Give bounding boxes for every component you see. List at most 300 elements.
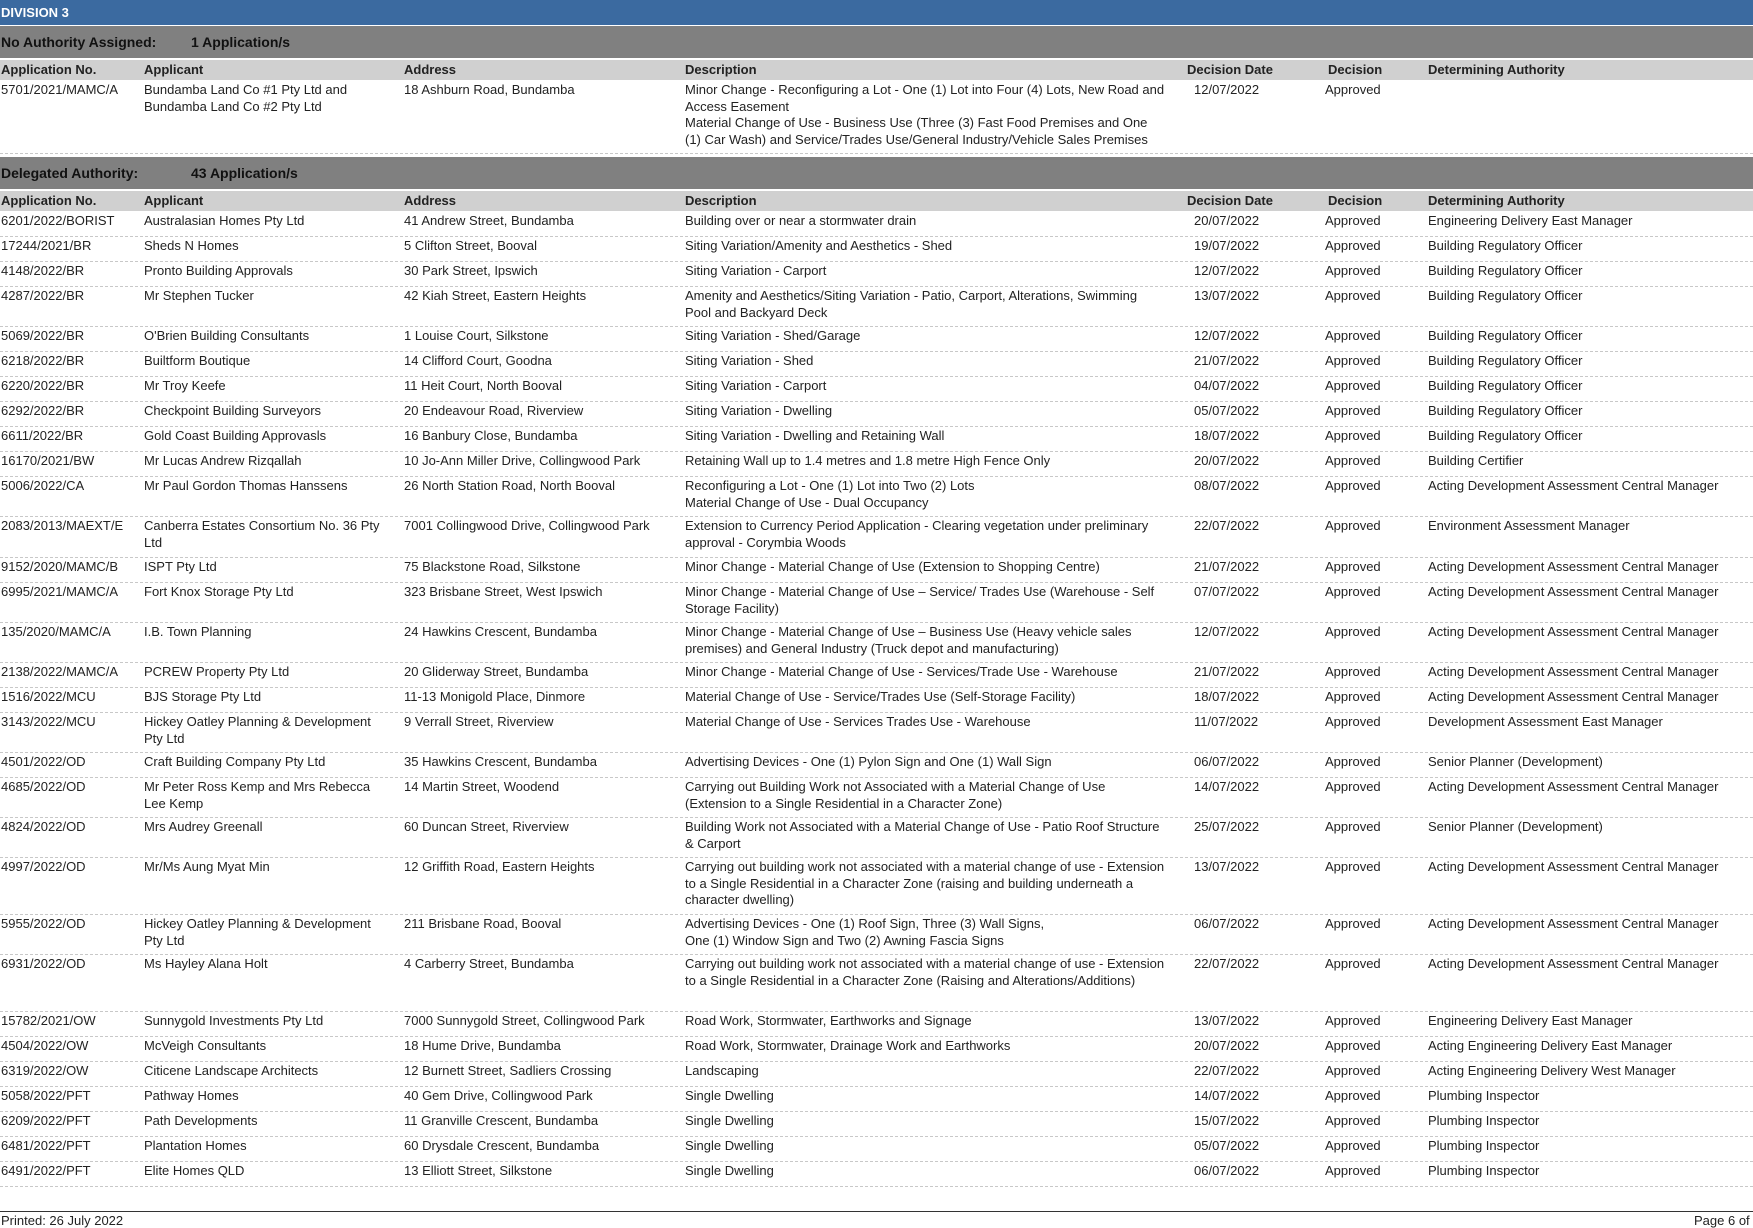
row-decision-date: 18/07/2022 <box>1194 428 1260 443</box>
description-line: Siting Variation - Shed/Garage <box>685 328 861 343</box>
row-app-no: 15782/2021/OW <box>1 1013 96 1028</box>
row-address: 42 Kiah Street, Eastern Heights <box>404 288 587 303</box>
row-applicant: Builtform Boutique <box>144 353 251 368</box>
description-line: Material Change of Use - Dual Occupancy <box>685 494 929 510</box>
row-address: 30 Park Street, Ipswich <box>404 263 538 278</box>
row-applicant: Sheds N Homes <box>144 238 239 253</box>
table-row <box>0 327 1753 352</box>
row-description <box>685 1163 1165 1180</box>
table-row <box>0 915 1753 955</box>
row-description <box>685 82 1165 148</box>
col-applicant: Applicant <box>144 62 204 77</box>
description-line: Retaining Wall up to 1.4 metres and 1.8 metre High Fence Only <box>685 453 1051 468</box>
row-applicant: Bundamba Land Co #1 Pty Ltd and Bundamba Land Co #2 Pty Ltd <box>144 82 348 114</box>
row-decision-date: 06/07/2022 <box>1194 754 1260 769</box>
row-address: 11-13 Monigold Place, Dinmore <box>404 689 586 704</box>
page-number: Page 6 of <box>1694 1213 1750 1228</box>
description-line: Material Change of Use - Service/Trades Use (Self-Storage Facility) <box>685 689 1076 704</box>
description-line: Single Dwelling <box>685 1088 774 1103</box>
row-decision: Approved <box>1325 378 1381 393</box>
row-decision: Approved <box>1325 689 1381 704</box>
row-decision-date: 20/07/2022 <box>1194 213 1260 228</box>
group-count: 43 Application/s <box>191 165 298 181</box>
row-applicant: Gold Coast Building Approvasls <box>144 428 327 443</box>
row-authority: Acting Development Assessment Central Manager <box>1428 689 1719 704</box>
row-app-no: 4504/2022/OW <box>1 1038 89 1053</box>
row-app-no: 4501/2022/OD <box>1 754 86 769</box>
col-decision: Decision <box>1328 193 1383 208</box>
col-authority: Determining Authority <box>1428 62 1565 77</box>
col-app-no: Application No. <box>1 193 97 208</box>
row-description <box>685 353 1165 370</box>
row-authority: Development Assessment East Manager <box>1428 714 1663 729</box>
column-header-row <box>0 60 1753 80</box>
description-line: Siting Variation - Dwelling and Retaining Wall <box>685 428 945 443</box>
row-applicant: Mr Troy Keefe <box>144 378 226 393</box>
description-line: Advertising Devices - One (1) Pylon Sign and One (1) Wall Sign <box>685 754 1052 769</box>
row-authority: Building Regulatory Officer <box>1428 263 1583 278</box>
row-decision-date: 22/07/2022 <box>1194 518 1260 533</box>
table-row <box>0 1087 1753 1112</box>
row-address: 9 Verrall Street, Riverview <box>404 714 554 729</box>
row-decision-date: 04/07/2022 <box>1194 378 1260 393</box>
row-description <box>685 956 1165 989</box>
row-address: 60 Drysdale Crescent, Bundamba <box>404 1138 600 1153</box>
row-app-no: 6491/2022/PFT <box>1 1163 91 1178</box>
description-line: Minor Change - Material Change of Use – Business Use (Heavy vehicle sales premises) and General Industry (Truck depot and manufacturing) <box>685 624 1132 656</box>
row-decision-date: 21/07/2022 <box>1194 559 1260 574</box>
table-row <box>0 81 1753 154</box>
row-applicant: Mr Lucas Andrew Rizqallah <box>144 453 302 468</box>
row-authority: Senior Planner (Development) <box>1428 819 1603 834</box>
row-decision: Approved <box>1325 754 1381 769</box>
row-address: 16 Banbury Close, Bundamba <box>404 428 578 443</box>
row-applicant: Ms Hayley Alana Holt <box>144 956 268 971</box>
row-applicant: Elite Homes QLD <box>144 1163 245 1178</box>
row-decision-date: 21/07/2022 <box>1194 664 1260 679</box>
row-applicant: PCREW Property Pty Ltd <box>144 664 290 679</box>
row-description <box>685 1113 1165 1130</box>
row-app-no: 2138/2022/MAMC/A <box>1 664 119 679</box>
row-authority: Plumbing Inspector <box>1428 1163 1540 1178</box>
row-address: 26 North Station Road, North Booval <box>404 478 616 493</box>
col-applicant: Applicant <box>144 193 204 208</box>
row-decision-date: 22/07/2022 <box>1194 956 1260 971</box>
description-line: Building Work not Associated with a Material Change of Use - Patio Roof Structure & Carport <box>685 819 1160 851</box>
row-decision: Approved <box>1325 1138 1381 1153</box>
row-decision: Approved <box>1325 353 1381 368</box>
row-decision: Approved <box>1325 328 1381 343</box>
row-decision: Approved <box>1325 1163 1381 1178</box>
row-app-no: 4148/2022/BR <box>1 263 85 278</box>
row-decision-date: 06/07/2022 <box>1194 1163 1260 1178</box>
row-address: 7001 Collingwood Drive, Collingwood Park <box>404 518 650 533</box>
row-applicant: Pronto Building Approvals <box>144 263 293 278</box>
row-applicant: BJS Storage Pty Ltd <box>144 689 262 704</box>
row-decision: Approved <box>1325 453 1381 468</box>
row-decision: Approved <box>1325 1113 1381 1128</box>
row-decision-date: 13/07/2022 <box>1194 1013 1260 1028</box>
description-line: Single Dwelling <box>685 1113 774 1128</box>
group-header-no-authority <box>0 26 1753 58</box>
row-decision-date: 08/07/2022 <box>1194 478 1260 493</box>
row-decision: Approved <box>1325 916 1381 931</box>
row-decision: Approved <box>1325 859 1381 874</box>
col-description: Description <box>685 62 757 77</box>
row-app-no: 4997/2022/OD <box>1 859 86 874</box>
row-applicant: Fort Knox Storage Pty Ltd <box>144 584 294 599</box>
row-address: 75 Blackstone Road, Silkstone <box>404 559 581 574</box>
description-line: Siting Variation - Carport <box>685 378 827 393</box>
row-decision: Approved <box>1325 263 1381 278</box>
row-decision: Approved <box>1325 428 1381 443</box>
col-authority: Determining Authority <box>1428 193 1565 208</box>
row-decision: Approved <box>1325 779 1381 794</box>
row-applicant: McVeigh Consultants <box>144 1038 267 1053</box>
row-app-no: 5701/2021/MAMC/A <box>1 82 119 97</box>
row-app-no: 5069/2022/BR <box>1 328 85 343</box>
row-address: 35 Hawkins Crescent, Bundamba <box>404 754 597 769</box>
row-app-no: 135/2020/MAMC/A <box>1 624 111 639</box>
row-decision-date: 18/07/2022 <box>1194 689 1260 704</box>
row-decision: Approved <box>1325 624 1381 639</box>
table-row <box>0 287 1753 327</box>
row-authority: Building Regulatory Officer <box>1428 403 1583 418</box>
row-decision-date: 14/07/2022 <box>1194 1088 1260 1103</box>
row-decision-date: 06/07/2022 <box>1194 916 1260 931</box>
row-applicant: I.B. Town Planning <box>144 624 252 639</box>
row-app-no: 6481/2022/PFT <box>1 1138 91 1153</box>
group-label: Delegated Authority: <box>1 165 139 181</box>
row-authority: Engineering Delivery East Manager <box>1428 213 1633 228</box>
row-description <box>685 518 1165 551</box>
row-app-no: 6611/2022/BR <box>1 428 84 443</box>
row-description <box>685 916 1165 949</box>
table-row <box>0 858 1753 915</box>
description-line: Landscaping <box>685 1063 759 1078</box>
table-row <box>0 237 1753 262</box>
description-line: Road Work, Stormwater, Earthworks and Signage <box>685 1013 972 1028</box>
row-decision-date: 25/07/2022 <box>1194 819 1260 834</box>
row-app-no: 6220/2022/BR <box>1 378 85 393</box>
row-decision: Approved <box>1325 1038 1381 1053</box>
row-authority: Building Regulatory Officer <box>1428 353 1583 368</box>
row-app-no: 4287/2022/BR <box>1 288 85 303</box>
col-address: Address <box>404 62 457 77</box>
row-description <box>685 819 1165 852</box>
table-row <box>0 713 1753 753</box>
description-line: Carrying out Building Work not Associated with a Material Change of Use (Extension to a Single Residential in a Character Zone) <box>685 779 1106 811</box>
row-authority: Building Regulatory Officer <box>1428 238 1583 253</box>
table-row <box>0 377 1753 402</box>
row-app-no: 4685/2022/OD <box>1 779 86 794</box>
row-app-no: 6218/2022/BR <box>1 353 85 368</box>
row-authority: Acting Engineering Delivery East Manager <box>1428 1038 1673 1053</box>
row-applicant: ISPT Pty Ltd <box>144 559 217 574</box>
row-applicant: Mrs Audrey Greenall <box>144 819 263 834</box>
table-row <box>0 352 1753 377</box>
table-row <box>0 818 1753 858</box>
row-decision-date: 15/07/2022 <box>1194 1113 1260 1128</box>
row-applicant: Australasian Homes Pty Ltd <box>144 213 305 228</box>
row-description <box>685 403 1165 420</box>
row-app-no: 6319/2022/OW <box>1 1063 89 1078</box>
row-decision-date: 12/07/2022 <box>1194 263 1260 278</box>
row-authority: Acting Development Assessment Central Manager <box>1428 916 1719 931</box>
row-decision-date: 20/07/2022 <box>1194 1038 1260 1053</box>
row-authority: Acting Engineering Delivery West Manager <box>1428 1063 1676 1078</box>
col-decision-date: Decision Date <box>1187 62 1273 77</box>
group-label: No Authority Assigned: <box>1 34 157 50</box>
row-decision-date: 22/07/2022 <box>1194 1063 1260 1078</box>
row-decision-date: 11/07/2022 <box>1194 714 1259 729</box>
table-row <box>0 955 1753 1012</box>
footer-divider <box>0 1211 1753 1212</box>
row-description <box>685 428 1165 445</box>
row-decision: Approved <box>1325 664 1381 679</box>
row-app-no: 9152/2020/MAMC/B <box>1 559 119 574</box>
row-app-no: 6292/2022/BR <box>1 403 85 418</box>
table-row <box>0 753 1753 778</box>
row-decision: Approved <box>1325 478 1381 493</box>
row-decision-date: 14/07/2022 <box>1194 779 1260 794</box>
col-decision: Decision <box>1328 62 1383 77</box>
row-decision: Approved <box>1325 559 1381 574</box>
row-address: 20 Endeavour Road, Riverview <box>404 403 584 418</box>
row-address: 41 Andrew Street, Bundamba <box>404 213 574 228</box>
table-row <box>0 1062 1753 1087</box>
row-applicant: O'Brien Building Consultants <box>144 328 310 343</box>
row-description <box>685 238 1165 255</box>
row-decision: Approved <box>1325 403 1381 418</box>
printed-date: Printed: 26 July 2022 <box>1 1213 124 1228</box>
description-line: Minor Change - Material Change of Use – Service/ Trades Use (Warehouse - Self Storage Facility) <box>685 584 1155 616</box>
description-line: One (1) Window Sign and Two (2) Awning Fascia Signs <box>685 932 1004 948</box>
row-decision: Approved <box>1325 82 1381 97</box>
row-description <box>685 779 1165 812</box>
row-decision-date: 05/07/2022 <box>1194 403 1260 418</box>
row-description <box>685 1063 1165 1080</box>
description-line: Road Work, Stormwater, Drainage Work and Earthworks <box>685 1038 1011 1053</box>
row-app-no: 6201/2022/BORIST <box>1 213 115 228</box>
row-applicant: Mr/Ms Aung Myat Min <box>144 859 270 874</box>
description-line: Carrying out building work not associated with a material change of use - Extension to a Single Residential in a Character Zone (raising and building underneath a character dwelling) <box>685 859 1165 907</box>
row-description <box>685 1038 1165 1055</box>
row-description <box>685 378 1165 395</box>
row-description <box>685 478 1165 511</box>
row-decision: Approved <box>1325 238 1381 253</box>
row-decision-date: 19/07/2022 <box>1194 238 1260 253</box>
row-address: 24 Hawkins Crescent, Bundamba <box>404 624 597 639</box>
table-row <box>0 262 1753 287</box>
row-app-no: 6931/2022/OD <box>1 956 86 971</box>
row-decision: Approved <box>1325 518 1381 533</box>
description-line: Minor Change - Material Change of Use (Extension to Shopping Centre) <box>685 559 1100 574</box>
table-row <box>0 1037 1753 1062</box>
description-line: Single Dwelling <box>685 1138 774 1153</box>
row-decision-date: 05/07/2022 <box>1194 1138 1260 1153</box>
row-authority: Building Regulatory Officer <box>1428 288 1583 303</box>
row-address: 12 Griffith Road, Eastern Heights <box>404 859 595 874</box>
row-app-no: 5006/2022/CA <box>1 478 85 493</box>
row-authority: Acting Development Assessment Central Manager <box>1428 664 1719 679</box>
group-count: 1 Application/s <box>191 34 291 50</box>
row-app-no: 5955/2022/OD <box>1 916 86 931</box>
row-address: 12 Burnett Street, Sadliers Crossing <box>404 1063 612 1078</box>
description-line: Siting Variation/Amenity and Aesthetics - Shed <box>685 238 953 253</box>
row-app-no: 2083/2013/MAEXT/E <box>1 518 124 533</box>
row-address: 5 Clifton Street, Booval <box>404 238 537 253</box>
table-row <box>0 212 1753 237</box>
description-line: Siting Variation - Shed <box>685 353 814 368</box>
table-row <box>0 558 1753 583</box>
col-address: Address <box>404 193 457 208</box>
row-applicant: Mr Peter Ross Kemp and Mrs Rebecca Lee Kemp <box>144 779 371 811</box>
table-row <box>0 1162 1753 1187</box>
table-row <box>0 1137 1753 1162</box>
row-applicant: Craft Building Company Pty Ltd <box>144 754 326 769</box>
row-decision: Approved <box>1325 1013 1381 1028</box>
row-description <box>685 559 1165 576</box>
row-app-no: 6995/2021/MAMC/A <box>1 584 119 599</box>
row-decision: Approved <box>1325 819 1381 834</box>
row-authority: Acting Development Assessment Central Manager <box>1428 859 1719 874</box>
row-decision: Approved <box>1325 714 1381 729</box>
row-applicant: Checkpoint Building Surveyors <box>144 403 322 418</box>
row-decision-date: 13/07/2022 <box>1194 288 1260 303</box>
row-authority: Senior Planner (Development) <box>1428 754 1603 769</box>
row-decision: Approved <box>1325 1088 1381 1103</box>
row-address: 323 Brisbane Street, West Ipswich <box>404 584 603 599</box>
row-address: 13 Elliott Street, Silkstone <box>404 1163 553 1178</box>
col-app-no: Application No. <box>1 62 97 77</box>
row-decision-date: 12/07/2022 <box>1194 328 1260 343</box>
description-line: Siting Variation - Carport <box>685 263 827 278</box>
row-applicant: Hickey Oatley Planning & Development Pty Ltd <box>144 916 371 948</box>
row-authority: Acting Development Assessment Central Manager <box>1428 559 1719 574</box>
row-applicant: Hickey Oatley Planning & Development Pty Ltd <box>144 714 371 746</box>
table-row <box>0 452 1753 477</box>
row-authority: Building Certifier <box>1428 453 1524 468</box>
row-address: 11 Heit Court, North Booval <box>404 378 562 393</box>
row-description <box>685 859 1165 909</box>
row-decision: Approved <box>1325 584 1381 599</box>
row-applicant: Sunnygold Investments Pty Ltd <box>144 1013 324 1028</box>
row-applicant: Plantation Homes <box>144 1138 247 1153</box>
row-address: 11 Granville Crescent, Bundamba <box>404 1113 599 1128</box>
row-decision: Approved <box>1325 1063 1381 1078</box>
table-row <box>0 477 1753 517</box>
row-address: 40 Gem Drive, Collingwood Park <box>404 1088 593 1103</box>
row-authority: Building Regulatory Officer <box>1428 428 1583 443</box>
row-authority: Plumbing Inspector <box>1428 1138 1540 1153</box>
row-address: 18 Ashburn Road, Bundamba <box>404 82 575 97</box>
table-row <box>0 663 1753 688</box>
row-app-no: 3143/2022/MCU <box>1 714 96 729</box>
group-header-delegated <box>0 157 1753 189</box>
row-authority: Building Regulatory Officer <box>1428 328 1583 343</box>
row-description <box>685 288 1165 321</box>
col-decision-date: Decision Date <box>1187 193 1273 208</box>
row-description <box>685 1088 1165 1105</box>
column-header-row <box>0 191 1753 211</box>
row-applicant: Pathway Homes <box>144 1088 239 1103</box>
table-row <box>0 427 1753 452</box>
row-applicant: Mr Paul Gordon Thomas Hanssens <box>144 478 348 493</box>
row-decision-date: 12/07/2022 <box>1194 624 1260 639</box>
table-row <box>0 1012 1753 1037</box>
description-line: Carrying out building work not associated with a material change of use - Extension to a Single Residential in a Character Zone (Raising and Alterations/Additions) <box>685 956 1165 988</box>
row-description <box>685 689 1165 706</box>
row-decision-date: 13/07/2022 <box>1194 859 1260 874</box>
description-line: Reconfiguring a Lot - One (1) Lot into Two (2) Lots <box>685 478 975 493</box>
row-authority: Acting Development Assessment Central Manager <box>1428 478 1719 493</box>
description-line: Advertising Devices - One (1) Roof Sign, Three (3) Wall Signs, <box>685 916 1045 931</box>
description-line: Siting Variation - Dwelling <box>685 403 833 418</box>
row-applicant: Canberra Estates Consortium No. 36 Pty Ltd <box>144 518 380 550</box>
row-decision-date: 07/07/2022 <box>1194 584 1260 599</box>
description-line: Material Change of Use - Services Trades Use - Warehouse <box>685 714 1031 729</box>
row-description <box>685 263 1165 280</box>
table-row <box>0 402 1753 427</box>
row-authority: Engineering Delivery East Manager <box>1428 1013 1633 1028</box>
row-description <box>685 213 1165 230</box>
row-decision: Approved <box>1325 956 1381 971</box>
row-authority: Acting Development Assessment Central Manager <box>1428 584 1719 599</box>
row-description <box>685 754 1165 771</box>
row-app-no: 4824/2022/OD <box>1 819 86 834</box>
row-authority: Acting Development Assessment Central Manager <box>1428 624 1719 639</box>
description-line: Extension to Currency Period Application - Clearing vegetation under preliminary approval - Corymbia Woods <box>685 518 1149 550</box>
row-description <box>685 714 1165 731</box>
row-description <box>685 584 1165 617</box>
row-app-no: 6209/2022/PFT <box>1 1113 91 1128</box>
row-decision: Approved <box>1325 288 1381 303</box>
table-row <box>0 517 1753 558</box>
division-title: DIVISION 3 <box>0 0 1753 25</box>
row-address: 20 Gliderway Street, Bundamba <box>404 664 589 679</box>
row-applicant: Path Developments <box>144 1113 258 1128</box>
row-authority: Building Regulatory Officer <box>1428 378 1583 393</box>
row-address: 14 Martin Street, Woodend <box>404 779 560 794</box>
row-app-no: 1516/2022/MCU <box>1 689 96 704</box>
row-authority: Plumbing Inspector <box>1428 1113 1540 1128</box>
table-row <box>0 778 1753 818</box>
description-line: Building over or near a stormwater drain <box>685 213 917 228</box>
row-description <box>685 1138 1165 1155</box>
row-applicant: Mr Stephen Tucker <box>144 288 254 303</box>
row-authority: Acting Development Assessment Central Manager <box>1428 956 1719 971</box>
row-decision-date: 21/07/2022 <box>1194 353 1260 368</box>
row-applicant: Citicene Landscape Architects <box>144 1063 319 1078</box>
row-description <box>685 453 1165 470</box>
row-description <box>685 328 1165 345</box>
row-authority: Environment Assessment Manager <box>1428 518 1630 533</box>
table-row <box>0 1112 1753 1137</box>
description-line: Minor Change - Material Change of Use - Services/Trade Use - Warehouse <box>685 664 1118 679</box>
row-address: 14 Clifford Court, Goodna <box>404 353 552 368</box>
row-address: 1 Louise Court, Silkstone <box>404 328 549 343</box>
row-address: 18 Hume Drive, Bundamba <box>404 1038 561 1053</box>
col-description: Description <box>685 193 757 208</box>
row-description <box>685 624 1165 657</box>
description-line: Single Dwelling <box>685 1163 774 1178</box>
row-description <box>685 664 1165 681</box>
row-decision-date: 20/07/2022 <box>1194 453 1260 468</box>
row-decision: Approved <box>1325 213 1381 228</box>
row-authority: Acting Development Assessment Central Manager <box>1428 779 1719 794</box>
description-line: Amenity and Aesthetics/Siting Variation - Patio, Carport, Alterations, Swimming Pool and Backyard Deck <box>685 288 1138 320</box>
